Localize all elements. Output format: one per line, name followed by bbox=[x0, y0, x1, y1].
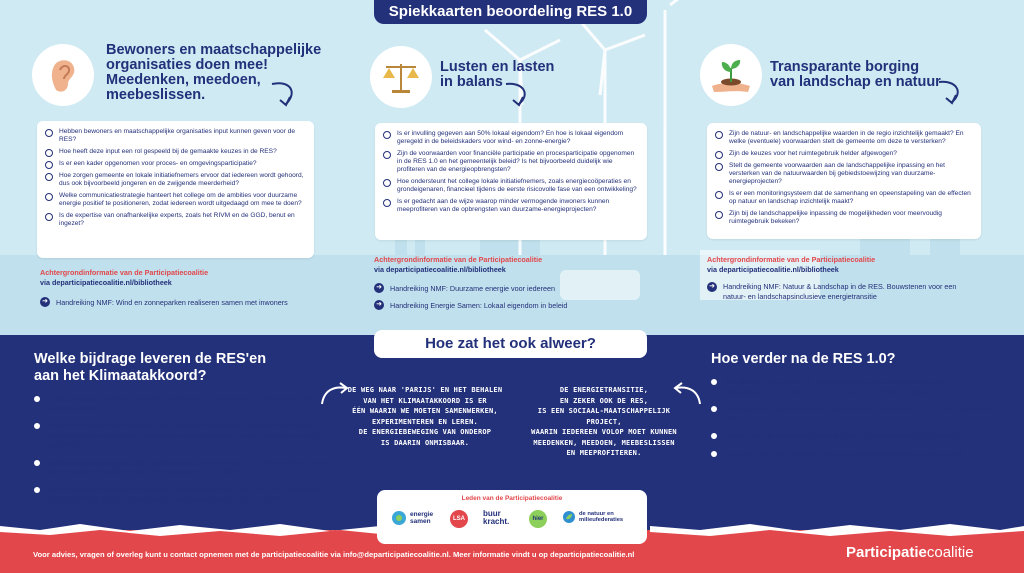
footer-contact-text[interactable]: Voor advies, vragen of overleg kunt u contact opnemen met de participatiecoalitie via info@departicipatiecoalitie.nl. Meer informatie vindt u op departicipatiecoalitie.nl bbox=[33, 550, 635, 559]
right-block-list bbox=[711, 377, 1001, 466]
column-3-heading-line: Transparante borging bbox=[770, 59, 920, 75]
list-item: In 2030 zorgen de RES'en voor het opwekken van tenminste 35 TWh duurzame energie op land bbox=[34, 394, 330, 413]
quote-line: DE WEG NAAR 'PARIJS' EN HET BEHALEN bbox=[347, 386, 503, 394]
arrow-right-icon: ➜ bbox=[374, 300, 384, 310]
hier-logo[interactable] bbox=[529, 510, 547, 528]
column-2-heading-line: Lusten en lasten bbox=[440, 59, 555, 75]
quote-line: ÉÉN WAARIN WE MOETEN SAMENWERKEN, bbox=[352, 407, 498, 415]
background-info-title: Achtergrondinformatie van de Participatiecoalitie bbox=[374, 255, 543, 264]
left-block-heading bbox=[34, 351, 334, 385]
quote-2 bbox=[520, 385, 688, 459]
curved-arrow-icon bbox=[936, 78, 970, 110]
list-item: Parallel met de uitvoering wordt de RES 2.0 ontwikkeld (2023 gereed) bbox=[711, 431, 1001, 441]
members-title: Leden van de Participatiecoalitie bbox=[461, 495, 563, 502]
curved-arrow-icon bbox=[268, 78, 304, 112]
quote-line: EN ZEKER OOK DE RES, bbox=[559, 396, 649, 405]
seedling-hand-icon bbox=[700, 44, 762, 106]
arrow-right-icon: ➜ bbox=[707, 282, 717, 292]
question-item[interactable]: Hoe zorgen gemeente en lokale initiatiefnemers ervoor dat iedereen wordt gehoord, dus ook bijvoorbeeld jongeren en de zwijgende meerderheid? bbox=[45, 172, 306, 188]
scale-icon bbox=[370, 46, 432, 108]
question-item[interactable]: Is er invulling gegeven aan 50% lokaal eigendom? En hoe is lokaal eigendom geregeld in de beleidskaders voor wind- en zonne-energie? bbox=[383, 130, 639, 146]
natuur-milieufederaties-logo[interactable] bbox=[562, 510, 623, 524]
logo-text: samen bbox=[410, 518, 431, 525]
quote-line: IS DAARIN ONMISBAAR. bbox=[380, 438, 470, 447]
column-1-heading-line: Bewoners en maatschappelijke bbox=[106, 42, 322, 58]
arrow-right-icon: ➜ bbox=[40, 297, 50, 307]
logo-light-text: coalitie bbox=[926, 544, 974, 561]
question-item[interactable]: Zijn de natuur- en landschappelijke waarden in de regio inzichtelijk gemaakt? En welke (eventuele) voorwaarden stelt de gemeente om deze te versterken? bbox=[715, 130, 973, 146]
question-item[interactable]: Is er een monitoringsysteem dat de samenhang en opeenstapeling van de effecten op natuur en landschap inzichtelijk maakt? bbox=[715, 190, 973, 206]
list-item: Met de nieuwe Europese Klimaatwet (reductiedoel van 55% CO2 t.o.v. 1990) is het de verwachting dat de klimaatdoelen nog aangescherpt zullen worden bbox=[34, 485, 330, 504]
resource-link[interactable] bbox=[374, 283, 555, 293]
lsa-logo[interactable] bbox=[450, 510, 468, 528]
energie-samen-icon bbox=[391, 510, 407, 526]
logo-text: buur bbox=[483, 509, 501, 518]
participatiecoalitie-logo[interactable] bbox=[846, 544, 974, 561]
section-title: Hoe zat het ook alweer? bbox=[374, 330, 647, 358]
right-block-heading: Hoe verder na de RES 1.0? bbox=[711, 351, 896, 367]
logo-text: milieufederaties bbox=[579, 517, 624, 523]
background-info-title: Achtergrondinformatie van de Participatiecoalitie bbox=[707, 255, 876, 264]
question-item[interactable]: Welke communicatiestrategie hanteert het college om de ambities voor duurzame energie positief te positioneren, zodat iedereen wordt uitgedaagd om mee te doen? bbox=[45, 192, 306, 208]
resource-link-label: Handreiking NMF: Natuur & Landschap in de RES. Bouwstenen voor een natuur- en landschapsinclusieve energietransitie bbox=[723, 282, 957, 301]
ear-icon bbox=[32, 44, 94, 106]
left-block-list bbox=[34, 394, 330, 512]
column-1-heading-line: Meedenken, meedoen, bbox=[106, 72, 261, 88]
leaf-icon bbox=[562, 510, 576, 524]
background-info-title: Achtergrondinformatie van de Participatiecoalitie bbox=[40, 268, 209, 277]
quote-line: EN MEEPROFITEREN. bbox=[566, 449, 642, 457]
background-info-link[interactable]: via departicipatiecoalitie.nl/bibliotheek bbox=[40, 278, 172, 287]
members-box bbox=[377, 490, 647, 544]
logo-text: energie bbox=[410, 511, 434, 518]
background-info-link[interactable]: via departicipatiecoalitie.nl/bibliotheek bbox=[374, 265, 506, 274]
list-item: De RES'en leveren een overzicht van het wat, hoe en waar; hoeveel duurzame energie gaan we opwekken, met welke energiebronnen en waar denken we dat te gaan doen? bbox=[34, 421, 330, 450]
quote-line: VAN HET KLIMAATAKKOORD IS ER bbox=[363, 396, 487, 405]
column-1-heading-line: meebeslissen. bbox=[106, 87, 206, 103]
question-item[interactable]: Hoe ondersteunt het college lokale initiatiefnemers, zoals energiecoöperaties en grondeigenaren, financieel tijdens de eerste risicovolle fase van een ontwikkeling? bbox=[383, 178, 639, 194]
resource-link[interactable] bbox=[374, 300, 567, 310]
column-1-heading bbox=[106, 43, 346, 103]
background-info-2 bbox=[374, 255, 542, 275]
list-item: In de RES 2.0 komt aandacht voor het warmtevraagstuk en zon op dak bbox=[711, 449, 1001, 459]
background-info-link[interactable]: via departicipatiecoalitie.nl/bibliotheek bbox=[707, 265, 839, 274]
question-item[interactable]: Is de expertise van onafhankelijke experts, zoals het RIVM en de GGD, benut en ingezet? bbox=[45, 212, 306, 228]
resource-link[interactable] bbox=[40, 297, 288, 307]
column-2-heading-line: in balans bbox=[440, 74, 503, 90]
question-item[interactable]: Hebben bewoners en maatschappelijke organisaties input kunnen geven voor de RES? bbox=[45, 128, 306, 144]
resource-link-label: Handreiking NMF: Duurzame energie voor iedereen bbox=[390, 283, 555, 293]
question-item[interactable]: Zijn bij de landschappelijke inpassing de mogelijkheden voor meervoudig ruimtegebruik bekeken? bbox=[715, 210, 973, 226]
left-block-heading-line: Welke bijdrage leveren de RES'en bbox=[34, 351, 267, 367]
quote-line: DE ENERGIEBEWEGING VAN ONDEROP bbox=[358, 428, 492, 436]
question-item[interactable]: Stelt de gemeente voorwaarden aan de landschappelijke inpassing en het versterken van de natuurwaarden bij gebiedstoewijzing van duurzame-energieprojecten? bbox=[715, 162, 973, 186]
curved-arrow-icon bbox=[503, 80, 537, 112]
quote-line: IS EEN SOCIAAL-MAATSCHAPPELIJK PROJECT, bbox=[537, 407, 671, 426]
quote-line: MEEDENKEN, MEEDOEN, MEEBESLISSEN bbox=[533, 438, 675, 447]
question-card-1 bbox=[37, 121, 314, 258]
question-card-3 bbox=[707, 123, 981, 239]
quote-line: EXPERIMENTEREN EN LEREN. bbox=[372, 417, 478, 426]
energie-samen-logo[interactable] bbox=[391, 510, 433, 526]
page-title: Spiekkaarten beoordeling RES 1.0 bbox=[374, 0, 647, 24]
logo-text: hier bbox=[529, 510, 547, 528]
resource-link-label: Handreiking Energie Samen: Lokaal eigendom in beleid bbox=[390, 300, 568, 310]
column-1-heading-line: organisaties doen mee! bbox=[106, 57, 268, 73]
quote-1 bbox=[345, 385, 505, 448]
background-info-1 bbox=[40, 268, 208, 288]
buurtkracht-logo[interactable] bbox=[483, 510, 509, 526]
logo-text: kracht. bbox=[483, 517, 510, 526]
curved-arrow-icon bbox=[670, 380, 704, 410]
list-item: De RES'en dragen bij aan het behalen van de doelen van het Klimaatakkoord en de halvering van de uitstoot van broeikasgassen t.o.v. 1990 bbox=[34, 458, 330, 477]
question-card-2 bbox=[375, 123, 647, 240]
resource-link[interactable] bbox=[707, 282, 977, 302]
quote-line: WAARIN IEDEREEN VOLOP MOET KUNNEN bbox=[531, 428, 677, 436]
logo-text: LSA bbox=[450, 510, 468, 528]
logo-text: de natuur en bbox=[579, 510, 614, 517]
list-item: Van plannen naar actie: de plannen krijgen een doorvertaling naar omgevingsbeleid zodat de focus op het doen komt te liggen bbox=[711, 377, 1001, 396]
background-info-3 bbox=[707, 255, 875, 275]
question-item[interactable]: Zijn de voorwaarden voor financiële participatie en procesparticipatie opgenomen in de RES 1.0 en het gemeentelijk beleid? Is het bijvoorbeeld duidelijk wie profiteren van de energieopbrengsten? bbox=[383, 150, 639, 174]
list-item: De gemeenten zijn aan zet om financiering te vinden voor de uitvoering van de RES 1.0 bbox=[711, 404, 1001, 423]
left-block-heading-line: aan het Klimaatakkoord? bbox=[34, 368, 207, 384]
quote-line: DE ENERGIETRANSITIE, bbox=[559, 386, 649, 394]
question-item[interactable]: Zijn de keuzes voor het ruimtegebruik helder afgewogen? bbox=[715, 150, 973, 158]
logo-bold-text: Participatie bbox=[846, 544, 927, 561]
question-item[interactable]: Hoe heeft deze input een rol gespeeld bij de gemaakte keuzes in de RES? bbox=[45, 148, 306, 156]
column-3-heading-line: van landschap en natuur bbox=[770, 74, 941, 90]
question-item[interactable]: Is er een kader opgenomen voor proces- en omgevingsparticipatie? bbox=[45, 160, 306, 168]
resource-link-label: Handreiking NMF: Wind en zonneparken realiseren samen met inwoners bbox=[56, 297, 288, 307]
arrow-right-icon: ➜ bbox=[374, 283, 384, 293]
question-item[interactable]: Is er gedacht aan de wijze waarop minder vermogende inwoners kunnen meeprofiteren van de opbrengsten van duurzame-energieprojecten? bbox=[383, 198, 639, 214]
